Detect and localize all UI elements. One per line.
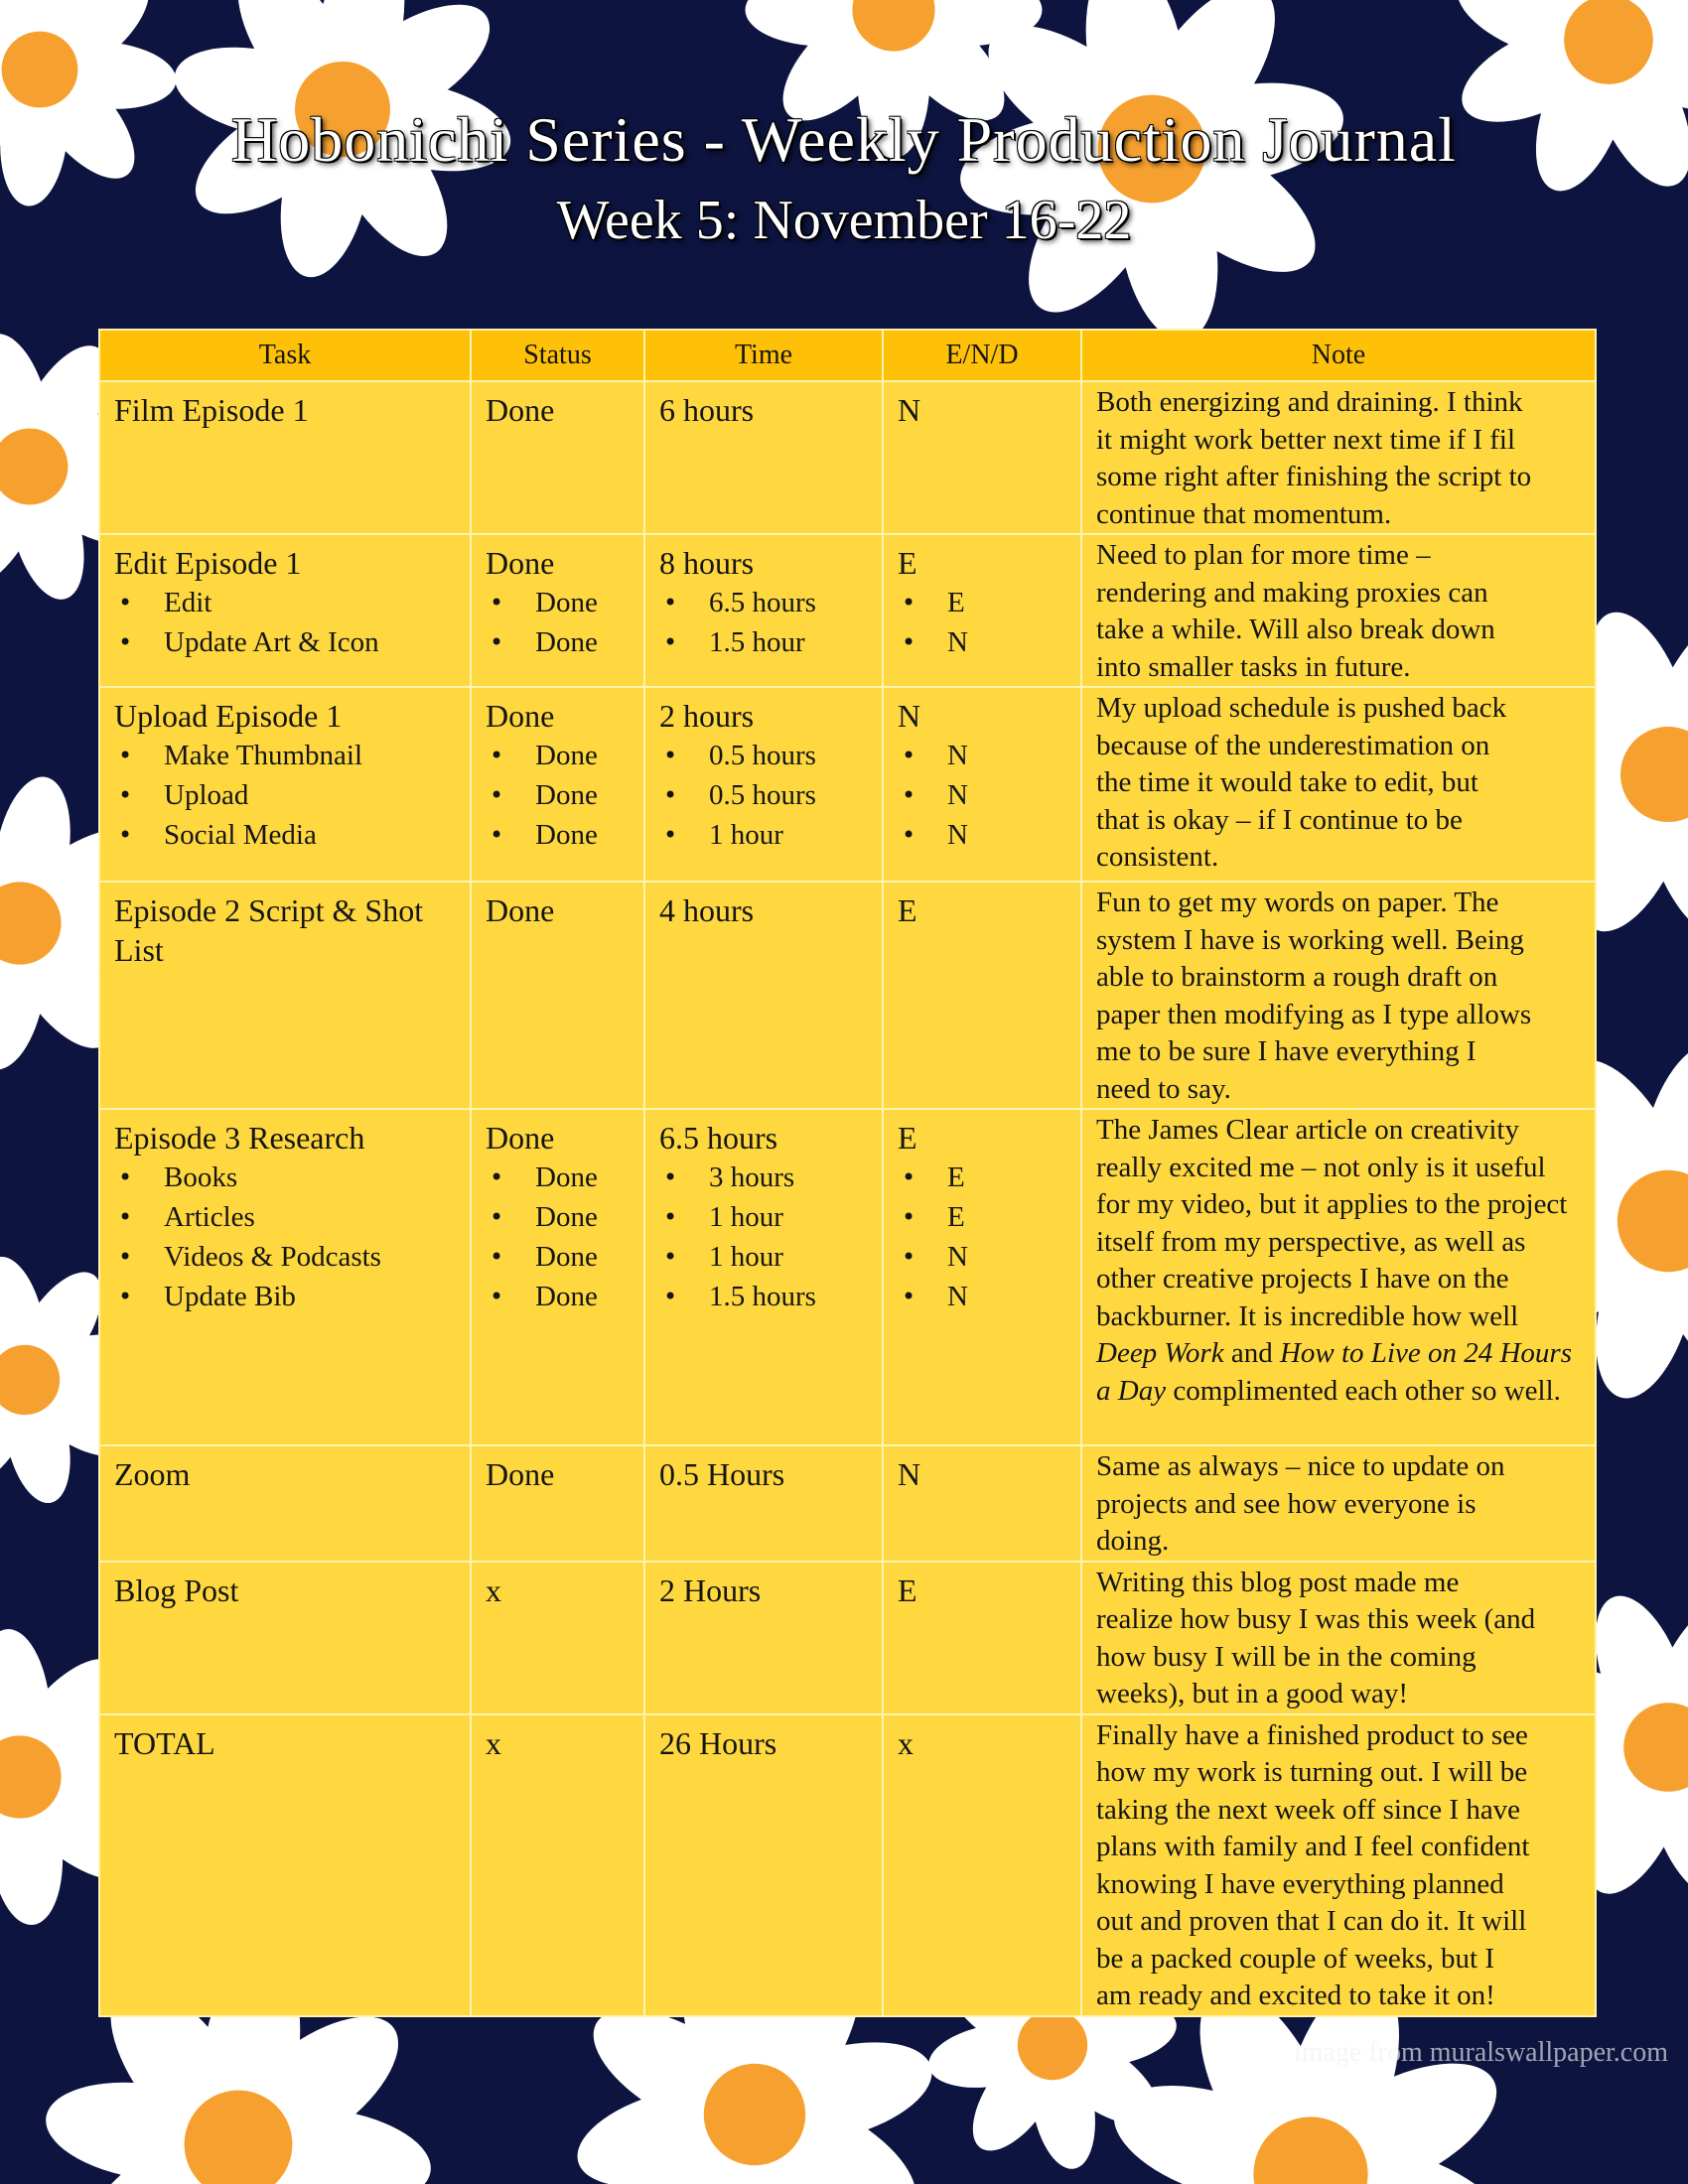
time-cell <box>644 1445 883 1562</box>
subtask-item: • Articles <box>114 1197 456 1237</box>
column-header-note: Note <box>1081 330 1596 381</box>
task-name: Edit Episode 1 <box>114 545 302 581</box>
note-line: need to say. <box>1096 1072 1231 1105</box>
subtask-time: • 1 hour <box>659 1197 868 1237</box>
note-line: it might work better next time if I fil <box>1096 423 1516 456</box>
subtask-end: • N <box>898 622 1066 662</box>
note-cell <box>1081 1562 1596 1714</box>
subtask-time: • 1 hour <box>659 815 868 855</box>
note-line: take a while. Will also break down <box>1096 614 1495 645</box>
status-value: x <box>486 1724 501 1761</box>
end-cell <box>883 534 1081 687</box>
table-row <box>99 534 1596 687</box>
table-row <box>99 1109 1596 1445</box>
subtask-time: • 3 hours <box>659 1158 868 1197</box>
subtask-end: • E <box>898 1158 1066 1197</box>
subtask-status: • Done <box>486 622 630 662</box>
status-value: Done <box>486 1120 555 1156</box>
subtask-time: • 6.5 hours <box>659 583 868 622</box>
end-cell <box>883 1714 1081 2016</box>
subtask-end: • N <box>898 736 1066 775</box>
subtask-status: • Done <box>486 1277 630 1316</box>
subtask-status: • Done <box>486 1197 630 1237</box>
note-line: Same as always – nice to update on <box>1096 1450 1505 1482</box>
subtask-status-list <box>486 1158 630 1316</box>
subtask-item: • Edit <box>114 583 456 622</box>
task-name: Episode 3 Research <box>114 1120 365 1156</box>
note-line: system I have is working well. Being <box>1096 923 1524 956</box>
time-cell <box>644 381 883 534</box>
subtask-item: • Update Bib <box>114 1277 456 1316</box>
subtask-item: • Update Art & Icon <box>114 622 456 662</box>
status-value: Done <box>486 392 555 428</box>
note-line: consistent. <box>1096 841 1219 873</box>
subtask-end: • N <box>898 815 1066 855</box>
image-credit: image from muralswallpaper.com <box>1293 2037 1668 2068</box>
time-value: 6.5 hours <box>659 1120 778 1156</box>
note-line: My upload schedule is pushed back <box>1096 692 1507 724</box>
column-header-end: E/N/D <box>883 330 1081 381</box>
end-cell <box>883 1109 1081 1445</box>
book-title-24-hours: How to Live on 24 Hours a Day <box>1096 1337 1573 1407</box>
table-row <box>99 687 1596 882</box>
status-cell <box>471 1714 644 2016</box>
note-line: Need to plan for more time – <box>1096 539 1431 571</box>
note-line: the time it would take to edit, but <box>1096 766 1478 798</box>
end-value: x <box>898 1724 914 1761</box>
note-line: how busy I will be in the coming <box>1096 1640 1477 1673</box>
end-value: N <box>898 698 921 734</box>
task-cell <box>99 882 471 1109</box>
time-value: 2 hours <box>659 698 755 734</box>
subtask-time: • 0.5 hours <box>659 736 868 775</box>
table-row <box>99 882 1596 1109</box>
note-line: out and proven that I can do it. It will <box>1096 1905 1527 1937</box>
subtask-status: • Done <box>486 815 630 855</box>
subtask-time: • 1 hour <box>659 1237 868 1277</box>
task-name: Zoom <box>114 1456 191 1492</box>
note-text: and <box>1223 1337 1280 1369</box>
subtask-time: • 1.5 hour <box>659 622 868 662</box>
note-line: Finally have a finished product to see <box>1096 1718 1528 1751</box>
book-title-deep-work: Deep Work <box>1096 1337 1224 1369</box>
status-cell <box>471 1109 644 1445</box>
note-cell <box>1081 882 1596 1109</box>
subtask-time: • 0.5 hours <box>659 775 868 815</box>
end-cell <box>883 687 1081 882</box>
status-cell <box>471 882 644 1109</box>
note-text: complimented each other so well. <box>1166 1374 1561 1407</box>
title-block <box>0 99 1688 260</box>
task-name: Upload Episode 1 <box>114 698 343 734</box>
subtask-item: • Upload <box>114 775 456 815</box>
note-line: knowing I have everything planned <box>1096 1867 1504 1900</box>
subtask-time-list <box>659 583 868 662</box>
subtask-status: • Done <box>486 1237 630 1277</box>
end-value: E <box>898 545 917 581</box>
subtask-end: • N <box>898 1237 1066 1277</box>
subtask-end: • E <box>898 583 1066 622</box>
note-line: how my work is turning out. I will be <box>1096 1756 1528 1788</box>
task-name: Film Episode 1 <box>114 392 309 428</box>
note-line: because of the underestimation on <box>1096 729 1490 761</box>
table-row-total <box>99 1714 1596 2016</box>
note-cell <box>1081 1445 1596 1562</box>
time-value: 0.5 Hours <box>659 1456 785 1492</box>
subtask-status: • Done <box>486 1158 630 1197</box>
note-line: Fun to get my words on paper. The <box>1096 887 1499 918</box>
status-cell <box>471 381 644 534</box>
subtask-time: • 1.5 hours <box>659 1277 868 1316</box>
note-line: rendering and making proxies can <box>1096 576 1488 609</box>
task-cell <box>99 1562 471 1714</box>
subtask-end: • E <box>898 1197 1066 1237</box>
time-value: 2 Hours <box>659 1571 762 1608</box>
end-cell <box>883 882 1081 1109</box>
status-value: Done <box>486 698 555 734</box>
time-value: 8 hours <box>659 545 755 581</box>
note-cell <box>1081 1109 1596 1445</box>
subtask-status: • Done <box>486 775 630 815</box>
note-line: able to brainstorm a rough draft on <box>1096 961 1498 993</box>
task-name: TOTAL <box>114 1724 215 1761</box>
table-row <box>99 381 1596 534</box>
time-value: 6 hours <box>659 392 755 428</box>
subtask-item: • Make Thumbnail <box>114 736 456 775</box>
task-cell <box>99 687 471 882</box>
subtask-item: • Videos & Podcasts <box>114 1237 456 1277</box>
subtask-list <box>114 1158 456 1316</box>
subtask-list <box>114 583 456 662</box>
subtask-list <box>114 736 456 855</box>
note-line: be a packed couple of weeks, but I <box>1096 1942 1495 1975</box>
note-line: doing. <box>1096 1525 1170 1557</box>
note-line: that is okay – if I continue to be <box>1096 803 1463 836</box>
status-cell <box>471 687 644 882</box>
table-row <box>99 1445 1596 1562</box>
subtask-time-list <box>659 1158 868 1316</box>
status-value: Done <box>486 892 555 928</box>
time-cell <box>644 1714 883 2016</box>
column-header-time: Time <box>644 330 883 381</box>
note-line: taking the next week off since I have <box>1096 1793 1521 1826</box>
note-line: me to be sure I have everything I <box>1096 1035 1477 1067</box>
note-cell <box>1081 687 1596 882</box>
subtask-end-list <box>898 1158 1066 1316</box>
end-cell <box>883 1445 1081 1562</box>
note-line: paper then modifying as I type allows <box>1096 998 1532 1030</box>
time-cell <box>644 1109 883 1445</box>
end-cell <box>883 381 1081 534</box>
time-cell <box>644 1562 883 1714</box>
end-value: N <box>898 1456 921 1492</box>
note-line: projects and see how everyone is <box>1096 1487 1477 1520</box>
subtask-end-list <box>898 583 1066 662</box>
status-cell <box>471 1562 644 1714</box>
note-line: Writing this blog post made me <box>1096 1566 1460 1598</box>
end-value: E <box>898 892 917 928</box>
note-line: weeks), but in a good way! <box>1096 1678 1409 1709</box>
column-header-status: Status <box>471 330 644 381</box>
note-text: The James Clear article on creativity really excited me – not only is it useful for my video, but it applies to the project itself from my perspective, as well as other creative projects I have on the backburner. It is incredible how well <box>1096 1114 1568 1332</box>
subtask-time-list <box>659 736 868 855</box>
note-line: am ready and excited to take it on! <box>1096 1979 1495 2011</box>
table-row <box>99 1562 1596 1714</box>
task-cell <box>99 381 471 534</box>
status-value: Done <box>486 1456 555 1492</box>
task-cell <box>99 1445 471 1562</box>
note-cell <box>1081 1714 1596 2016</box>
page-title: Hobonichi Series - Weekly Production Journal <box>231 104 1457 175</box>
task-cell <box>99 534 471 687</box>
production-journal-table <box>98 329 1597 2017</box>
total-time-value: 26 Hours <box>659 1724 777 1761</box>
status-cell <box>471 534 644 687</box>
note-cell <box>1081 381 1596 534</box>
subtask-end-list <box>898 736 1066 855</box>
subtask-status: • Done <box>486 736 630 775</box>
note-line: into smaller tasks in future. <box>1096 650 1411 683</box>
table-header-row <box>99 330 1596 381</box>
time-cell <box>644 687 883 882</box>
status-value: Done <box>486 545 555 581</box>
task-name: Blog Post <box>114 1571 239 1608</box>
end-cell <box>883 1562 1081 1714</box>
note-line: realize how busy I was this week (and <box>1096 1603 1536 1635</box>
subtask-status-list <box>486 736 630 855</box>
subtask-status-list <box>486 583 630 662</box>
note-cell <box>1081 534 1596 687</box>
subtask-end: • N <box>898 775 1066 815</box>
subtask-item: • Social Media <box>114 815 456 855</box>
column-header-task: Task <box>99 330 471 381</box>
end-value: E <box>898 1120 917 1156</box>
status-value: x <box>486 1571 501 1608</box>
time-value: 4 hours <box>659 892 755 928</box>
note-line: Both energizing and draining. I think <box>1096 386 1523 418</box>
time-cell <box>644 882 883 1109</box>
status-cell <box>471 1445 644 1562</box>
end-value: E <box>898 1571 917 1608</box>
note-line: some right after finishing the script to <box>1096 461 1532 492</box>
subtask-item: • Books <box>114 1158 456 1197</box>
time-cell <box>644 534 883 687</box>
note-line: plans with family and I feel confident <box>1096 1831 1530 1862</box>
task-cell <box>99 1109 471 1445</box>
page-subtitle: Week 5: November 16-22 <box>556 190 1132 251</box>
subtask-status: • Done <box>486 583 630 622</box>
task-cell <box>99 1714 471 2016</box>
subtask-end: • N <box>898 1277 1066 1316</box>
note-line: continue that momentum. <box>1096 497 1392 530</box>
end-value: N <box>898 392 921 428</box>
task-name: Episode 2 Script & Shot List <box>114 892 424 968</box>
